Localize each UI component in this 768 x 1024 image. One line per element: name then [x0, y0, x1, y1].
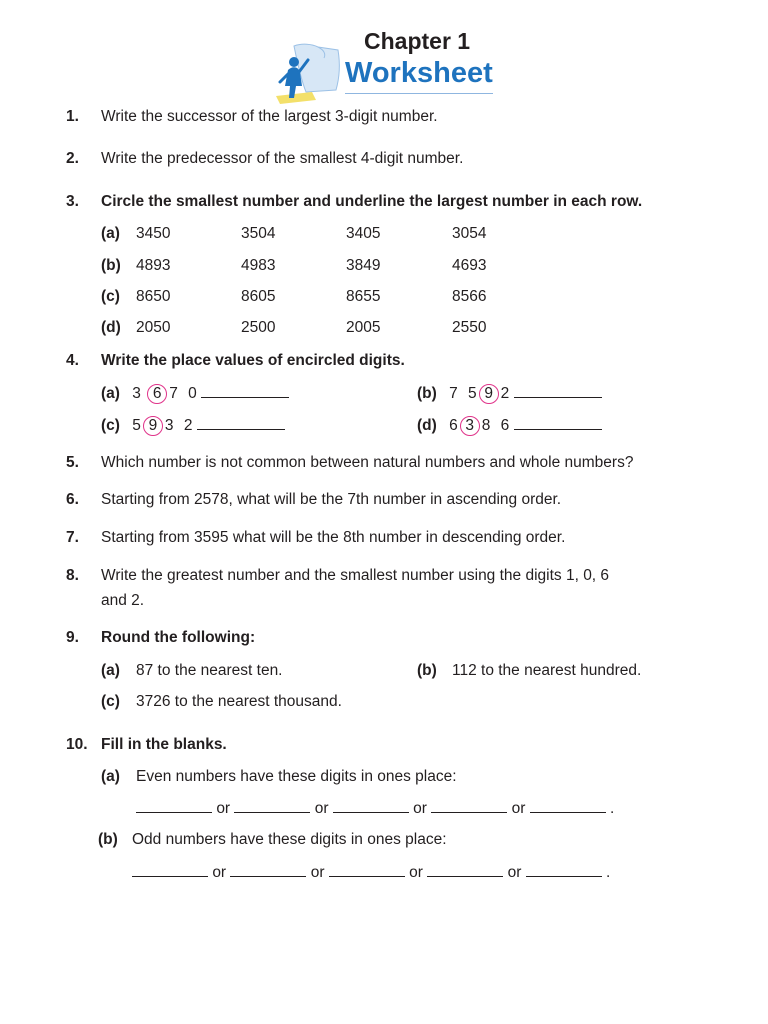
q8-text-line2: and 2. — [101, 592, 145, 609]
q3-number: 3. — [66, 193, 79, 210]
q3-row-value: 2500 — [241, 319, 276, 336]
q4-item-label: (a) — [101, 385, 120, 402]
q2-text: Write the predecessor of the smallest 4-digit number. — [101, 150, 464, 167]
q4-item-d — [417, 415, 602, 436]
q6-number: 6. — [66, 491, 79, 508]
q3-row-value: 4693 — [452, 257, 487, 274]
q7-text: Starting from 3595 what will be the 8th number in descending order. — [101, 529, 566, 546]
q4-item-c — [101, 415, 285, 436]
q3-row-value: 8655 — [346, 288, 381, 305]
or-connector: or — [212, 864, 227, 881]
q3-row-label: (c) — [101, 288, 120, 305]
digit: 5 — [468, 385, 477, 402]
digit: 6 — [500, 417, 510, 434]
worksheet-logo-icon — [272, 42, 344, 104]
q9-b-label: (b) — [417, 662, 437, 679]
q6-text: Starting from 2578, what will be the 7th number in ascending order. — [101, 491, 562, 508]
answer-blank[interactable] — [514, 383, 602, 398]
q4-item-label: (c) — [101, 417, 120, 434]
q10-number: 10. — [66, 736, 88, 753]
end-period: . — [606, 864, 611, 881]
digit: 8 — [481, 417, 491, 434]
q3-row-value: 2050 — [136, 319, 171, 336]
q3-row-value: 3504 — [241, 225, 276, 242]
answer-blank[interactable] — [530, 798, 606, 813]
answer-blank[interactable] — [329, 862, 405, 877]
q3-row-value: 3054 — [452, 225, 487, 242]
q3-row-label: (b) — [101, 257, 121, 274]
answer-blank[interactable] — [136, 798, 212, 813]
q3-row-label: (a) — [101, 225, 120, 242]
digit: 3 — [164, 417, 174, 434]
or-connector: or — [409, 864, 423, 881]
q3-row-value: 2005 — [346, 319, 381, 336]
q3-row-label: (d) — [101, 319, 121, 336]
answer-blank[interactable] — [201, 383, 289, 398]
q4-text: Write the place values of encircled digits. — [101, 352, 405, 369]
q8-number: 8. — [66, 567, 79, 584]
q1-text: Write the successor of the largest 3-digit number. — [101, 108, 438, 125]
q3-row-value: 4893 — [136, 257, 171, 274]
answer-blank[interactable] — [333, 798, 409, 813]
or-connector: or — [216, 800, 231, 817]
q9-c-text: 3726 to the nearest thousand. — [136, 693, 342, 710]
or-connector: or — [511, 800, 526, 817]
worksheet-title: Worksheet — [345, 57, 493, 89]
answer-blank[interactable] — [230, 862, 306, 877]
q7-number: 7. — [66, 529, 79, 546]
digit: 0 — [188, 385, 197, 402]
q4-item-label: (b) — [417, 385, 437, 402]
answer-blank[interactable] — [427, 862, 503, 877]
q3-row-value: 4983 — [241, 257, 276, 274]
answer-blank[interactable] — [197, 415, 285, 430]
q3-row-value: 3849 — [346, 257, 381, 274]
q5-text: Which number is not common between natural numbers and whole numbers? — [101, 454, 634, 471]
q3-row-value: 8566 — [452, 288, 487, 305]
answer-blank[interactable] — [526, 862, 602, 877]
q4-number: 4. — [66, 352, 79, 369]
answer-blank[interactable] — [431, 798, 507, 813]
q10-b-text: Odd numbers have these digits in ones place: — [132, 831, 447, 848]
q8-text-line1: Write the greatest number and the smallest number using the digits 1, 0, 6 — [101, 567, 610, 584]
q3-row-value: 8650 — [136, 288, 171, 305]
q5-number: 5. — [66, 454, 79, 471]
digit: 2 — [183, 417, 193, 434]
answer-blank[interactable] — [234, 798, 310, 813]
digit: 3 — [132, 385, 141, 402]
q9-c-label: (c) — [101, 693, 120, 710]
q4-item-b — [417, 383, 602, 404]
q10-a-text: Even numbers have these digits in ones place: — [136, 768, 457, 785]
q3-row-value: 2550 — [452, 319, 487, 336]
q3-row-value: 8605 — [241, 288, 276, 305]
digit: 6 — [449, 417, 458, 434]
or-connector: or — [413, 800, 427, 817]
end-period: . — [610, 800, 615, 817]
or-connector: or — [507, 864, 522, 881]
q3-row-value: 3450 — [136, 225, 171, 242]
encircled-digit: 3 — [460, 416, 480, 436]
chapter-title: Chapter 1 — [364, 28, 471, 54]
q10-b-blanks — [132, 862, 610, 883]
digit: 5 — [132, 417, 141, 434]
q9-number: 9. — [66, 629, 79, 646]
title-underline — [345, 93, 493, 94]
q9-a-label: (a) — [101, 662, 120, 679]
q2-number: 2. — [66, 150, 79, 167]
encircled-digit: 9 — [479, 384, 499, 404]
or-connector: or — [310, 864, 325, 881]
q10-text: Fill in the blanks. — [101, 736, 227, 753]
encircled-digit: 9 — [143, 416, 163, 436]
q9-b-text: 112 to the nearest hundred. — [452, 662, 642, 679]
q1-number: 1. — [66, 108, 79, 125]
q9-text: Round the following: — [101, 629, 256, 646]
q10-a-label: (a) — [101, 768, 120, 785]
q10-b-label: (b) — [98, 831, 118, 848]
digit: 2 — [500, 385, 510, 402]
or-connector: or — [314, 800, 329, 817]
digit: 7 — [449, 385, 458, 402]
q4-item-a — [101, 383, 289, 404]
q10-a-blanks — [136, 798, 614, 819]
q3-row-value: 3405 — [346, 225, 381, 242]
q3-text: Circle the smallest number and underline the largest number in each row. — [101, 193, 643, 210]
answer-blank[interactable] — [514, 415, 602, 430]
q9-a-text: 87 to the nearest ten. — [136, 662, 283, 679]
q4-item-label: (d) — [417, 417, 437, 434]
answer-blank[interactable] — [132, 862, 208, 877]
encircled-digit: 6 — [147, 384, 167, 404]
digit: 7 — [169, 385, 178, 402]
